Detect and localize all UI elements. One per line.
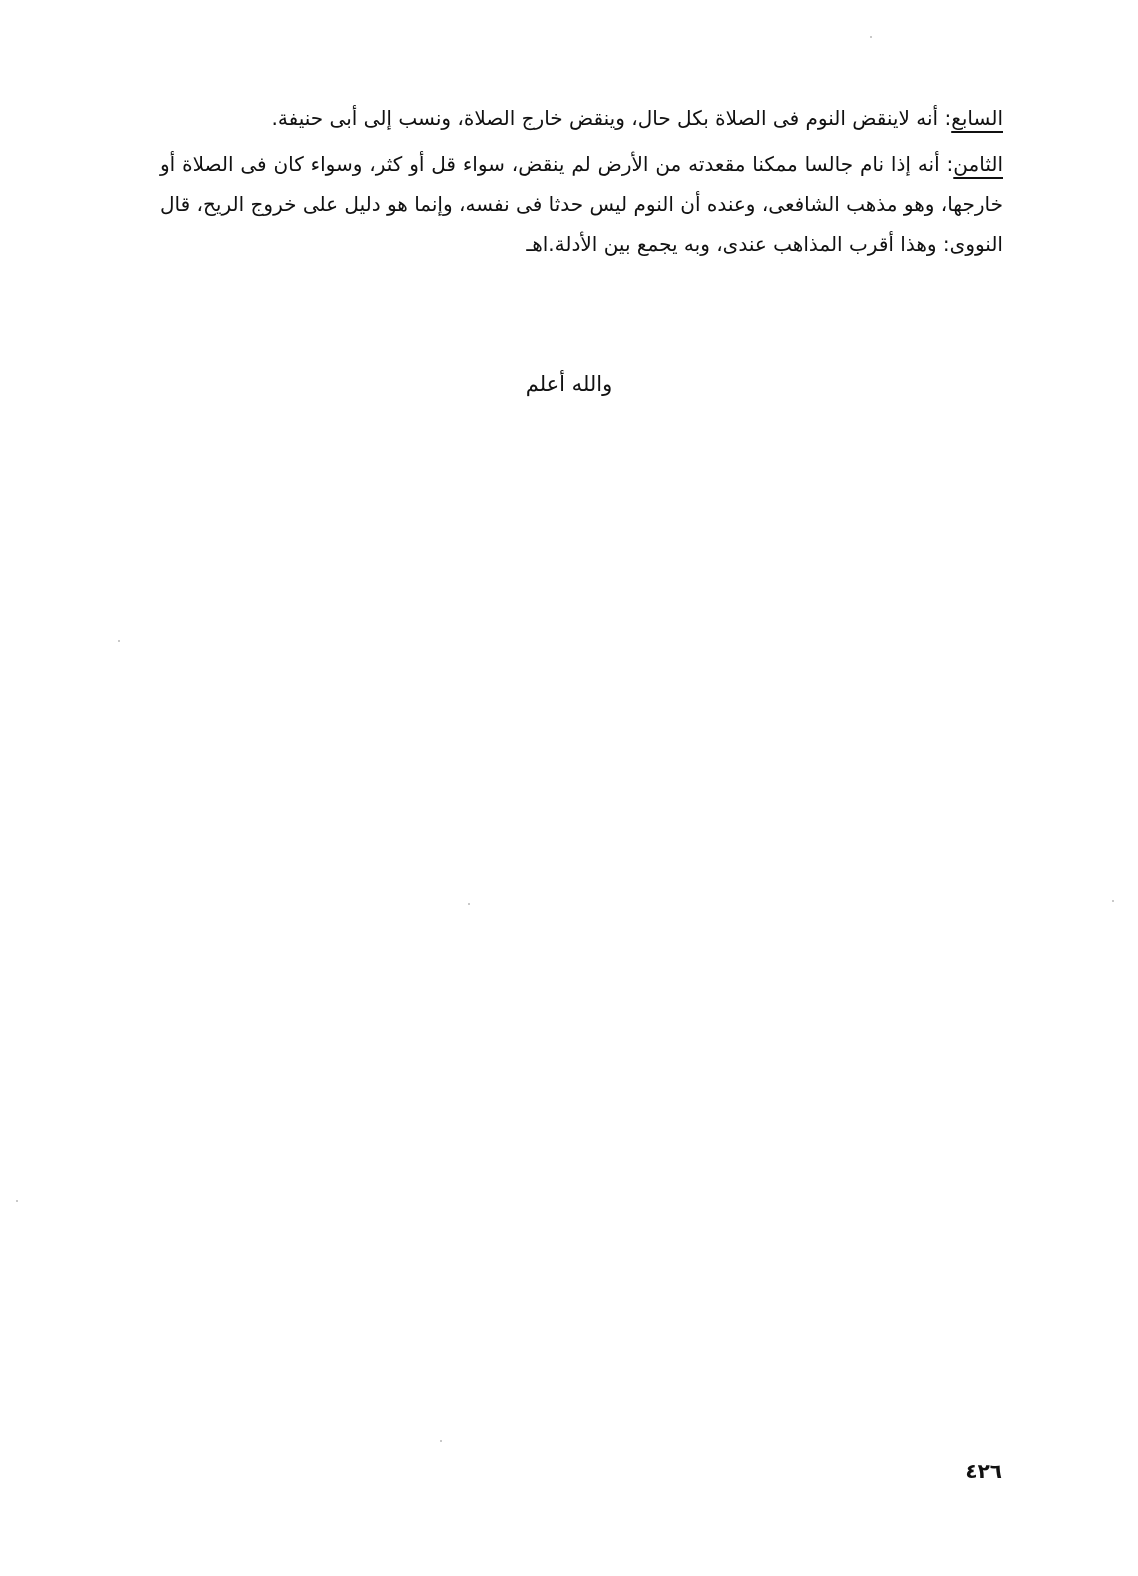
paragraph-label: السابع: [951, 106, 1003, 130]
scan-speck: [870, 36, 872, 38]
page-number: ٤٢٦: [965, 1459, 1002, 1483]
scan-speck: [440, 1440, 442, 1442]
scan-speck: [16, 1200, 18, 1202]
body-text: [160, 98, 1003, 270]
paragraph-text: : أنه إذا نام جالسا ممكنا مقعدته من الأرض لم ينقض، سواء قل أو كثر، وسواء كان فى الصلاة أو خارجها، وهو مذهب الشافعى، وعنده أن النوم ليس حدثا فى نفسه، وإنما هو دليل على خروج الريح، قال النووى: وهذا أقرب المذاهب عندى، وبه يجمع بين الأدلة.اهـ: [160, 152, 1003, 256]
scan-speck: [118, 640, 120, 642]
closing-phrase: والله أعلم: [525, 372, 613, 396]
paragraph-label: الثامن: [953, 152, 1003, 176]
scan-speck: [1112, 900, 1114, 902]
paragraph-text: : أنه لاينقض النوم فى الصلاة بكل حال، وينقض خارج الصلاة، ونسب إلى أبى حنيفة.: [271, 106, 952, 130]
paragraph-seventh: [160, 98, 1003, 138]
paragraph-eighth: [160, 144, 1003, 264]
scan-speck: [468, 903, 470, 905]
